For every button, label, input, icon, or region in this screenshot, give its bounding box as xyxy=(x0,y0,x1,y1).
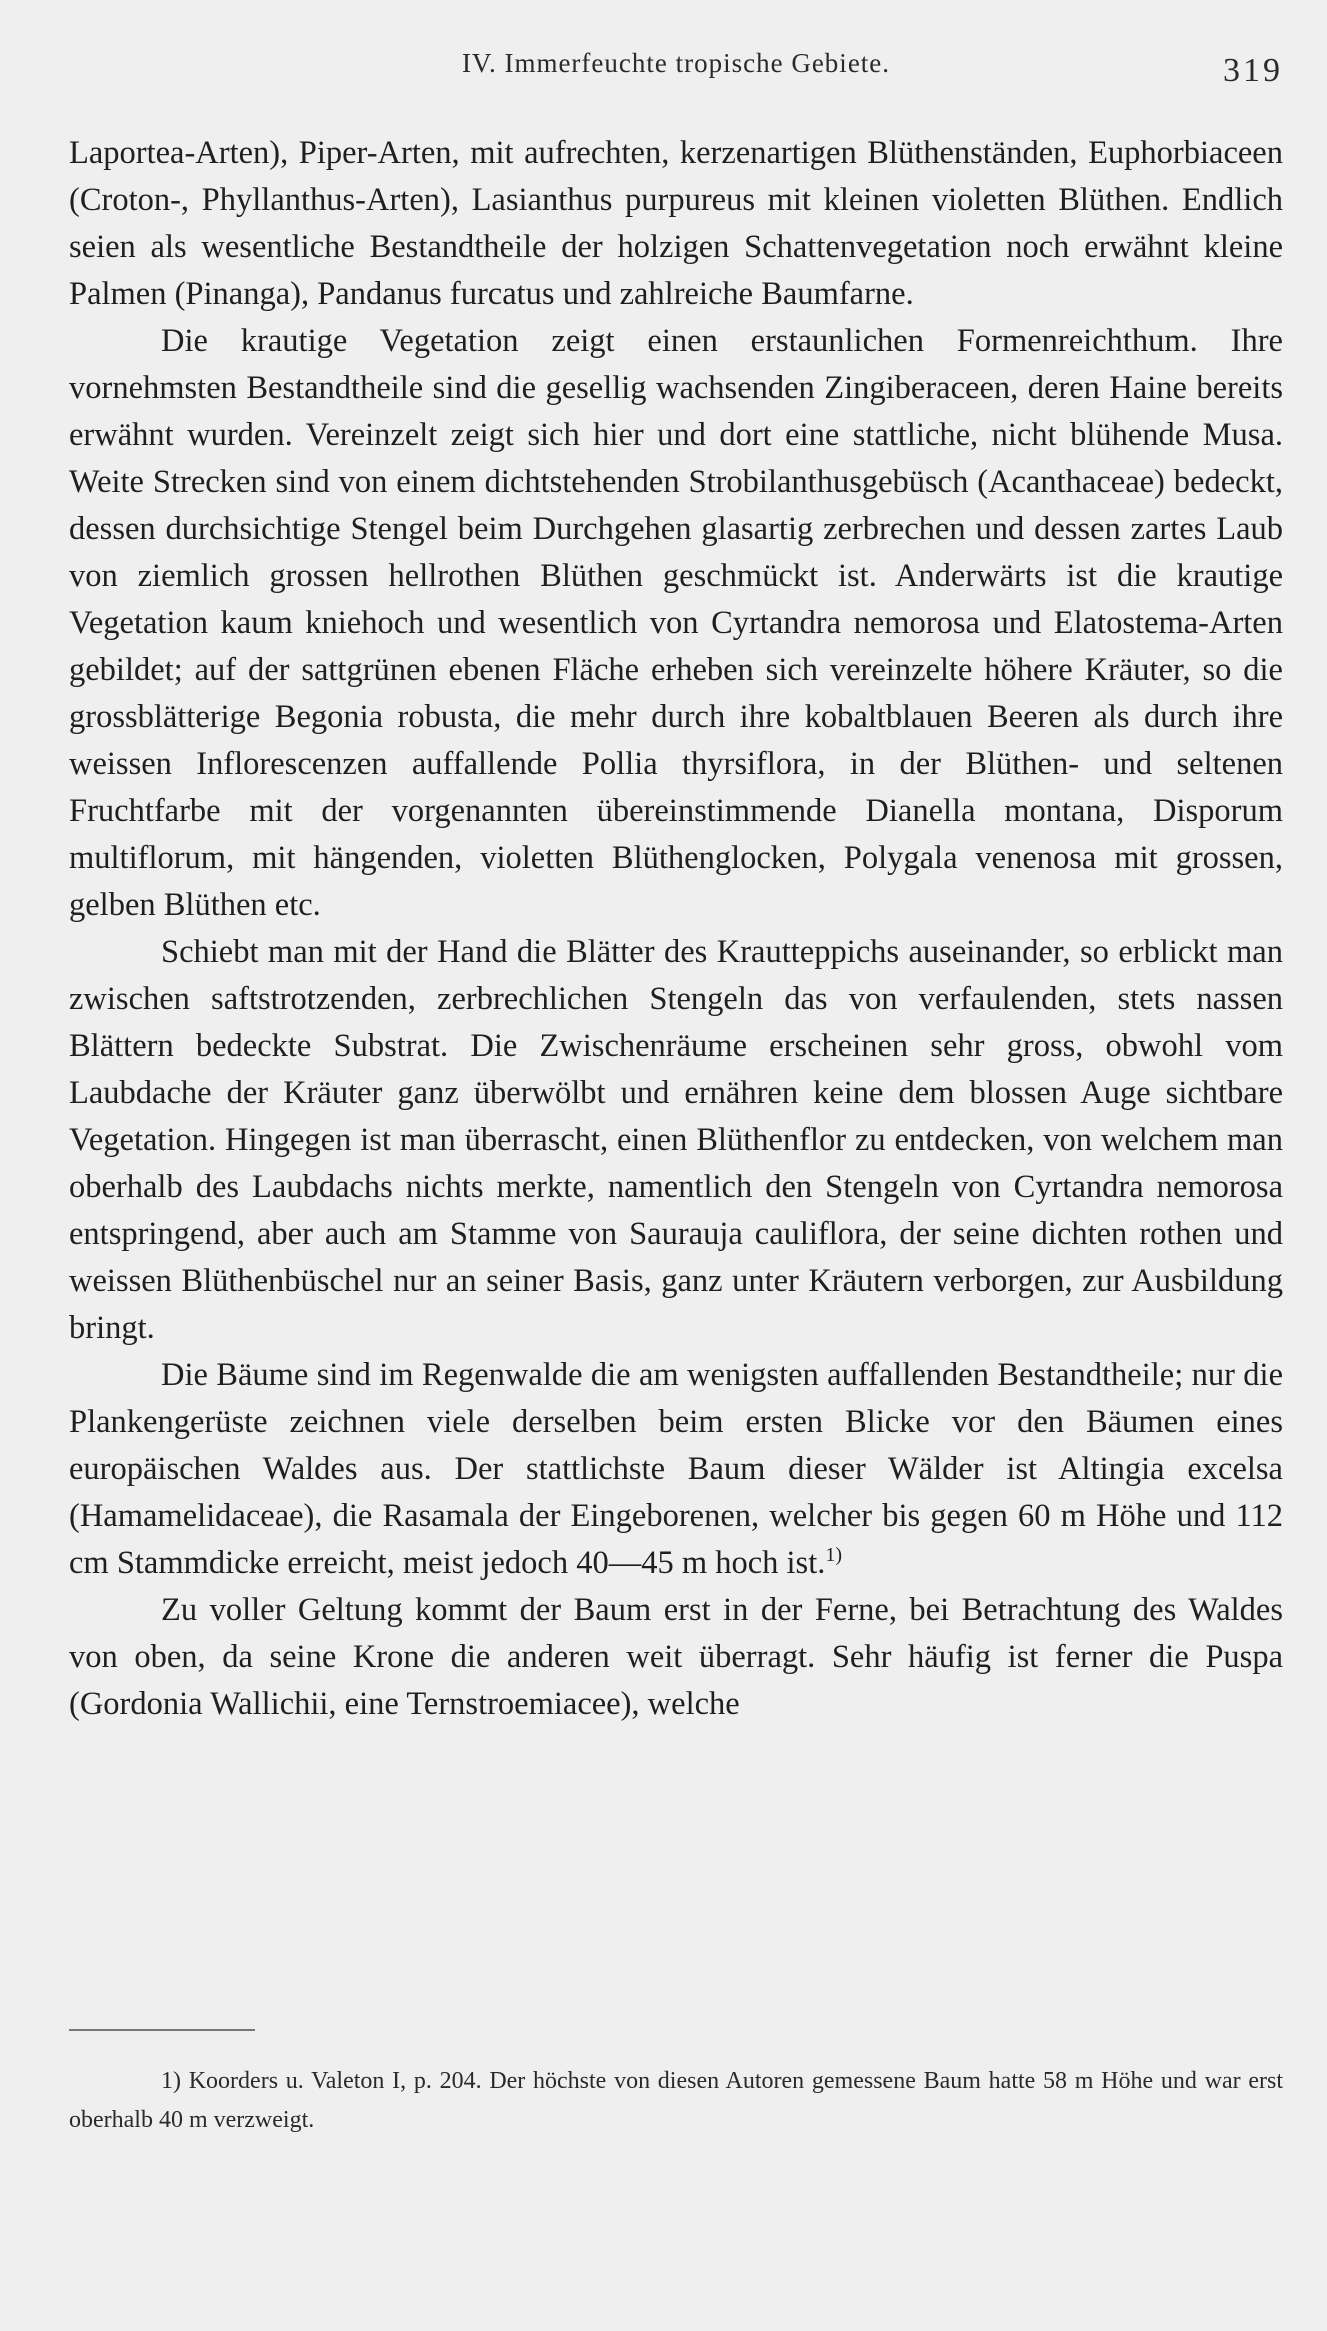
footnote-divider xyxy=(69,2029,255,2031)
paragraph-text: Die Bäume sind im Regenwalde die am wenigsten auffallenden Bestandtheile; nur die Plankengerüste zeichnen viele derselben beim ersten Blicke vor den Bäumen eines europäischen Waldes aus. Der stattlichste Baum dieser Wälder ist Altingia excelsa (Hamamelidaceae), die Rasamala der Eingeborenen, welcher bis gegen 60 m Höhe und 112 cm Stammdicke erreicht, meist jedoch 40—45 m hoch ist. xyxy=(69,1357,1283,1581)
running-head xyxy=(69,48,1283,88)
footnote xyxy=(69,2062,1283,2140)
chapter-title: IV. Immerfeuchte tropische Gebiete. xyxy=(461,48,891,78)
page-number: 319 xyxy=(1223,52,1283,89)
paragraph: Laportea-Arten), Piper-Arten, mit aufrechten, kerzenartigen Blüthenständen, Euphorbiaceen (Croton-, Phyllanthus-Arten), Lasianthus purpureus mit kleinen violetten Blüthen. Endlich seien als wesentliche Bestandtheile der holzigen Schattenvegetation noch erwähnt kleine Palmen (Pinanga), Pandanus furcatus und zahlreiche Baumfarne. xyxy=(69,135,1283,312)
paragraph: Zu voller Geltung kommt der Baum erst in der Ferne, bei Betrachtung des Waldes von oben, da seine Krone die anderen weit überragt. Sehr häufig ist ferner die Puspa (Gordonia Wallichii, eine Ternstroemiacee), welche xyxy=(69,1592,1283,1722)
body-text xyxy=(69,130,1283,1728)
paragraph: Die krautige Vegetation zeigt einen erstaunlichen Formenreichthum. Ihre vornehmsten Bestandtheile sind die gesellig wachsenden Zingiberaceen, deren Haine bereits erwähnt wurden. Vereinzelt zeigt sich hier und dort eine stattliche, nicht blühende Musa. Weite Strecken sind von einem dichtstehenden Strobilanthusgebüsch (Acanthaceae) bedeckt, dessen durchsichtige Stengel beim Durchgehen glasartig zerbrechen und dessen zartes Laub von ziemlich grossen hellrothen Blüthen geschmückt ist. Anderwärts ist die krautige Vegetation kaum kniehoch und wesentlich von Cyrtandra nemorosa und Elatostema-Arten gebildet; auf der sattgrünen ebenen Fläche erheben sich vereinzelte höhere Kräuter, so die grossblätterige Begonia robusta, die mehr durch ihre kobaltblauen Beeren als durch ihre weissen Inflorescenzen auffallende Pollia thyrsiflora, in der Blüthen- und seltenen Fruchtfarbe mit der vorgenannten übereinstimmende Dianella montana, Disporum multiflorum, mit hängenden, violetten Blüthenglocken, Polygala venenosa mit grossen, gelben Blüthen etc. xyxy=(69,323,1283,923)
footnote-text: 1) Koorders u. Valeton I, p. 204. Der höchste von diesen Autoren gemessene Baum hatte 58 m Höhe und war erst oberhalb 40 m verzweigt. xyxy=(69,2068,1283,2133)
paragraph: Schiebt man mit der Hand die Blätter des Krautteppichs auseinander, so erblickt man zwischen saftstrotzenden, zerbrechlichen Stengeln das von verfaulenden, stets nassen Blättern bedeckte Substrat. Die Zwischenräume erscheinen sehr gross, obwohl vom Laubdache der Kräuter ganz überwölbt und ernähren keine dem blossen Auge sichtbare Vegetation. Hingegen ist man überrascht, einen Blüthenflor zu entdecken, von welchem man oberhalb des Laubdachs nichts merkte, namentlich den Stengeln von Cyrtandra nemorosa entspringend, aber auch am Stamme von Saurauja cauliflora, der seine dichten rothen und weissen Blüthenbüschel nur an seiner Basis, ganz unter Kräutern verborgen, zur Ausbildung bringt. xyxy=(69,934,1283,1346)
paragraph xyxy=(69,1352,1283,1587)
footnote-reference[interactable]: 1) xyxy=(825,1544,843,1567)
